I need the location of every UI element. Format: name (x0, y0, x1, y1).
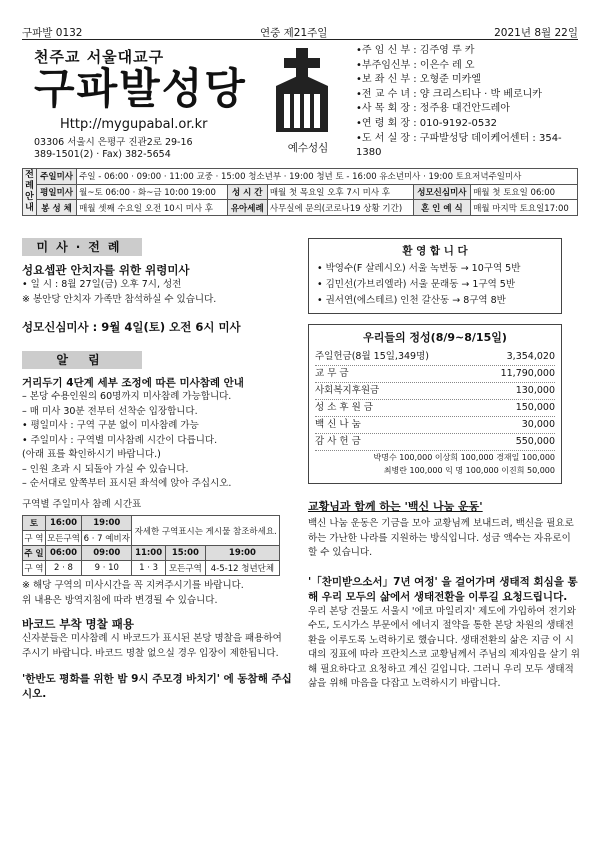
mass-section-title: 미사·전례 (22, 238, 142, 256)
offering-row (315, 434, 555, 451)
sched-value: 월~토 06:00 · 화~금 10:00 19:00 (77, 184, 228, 200)
parish-name: 구파발성당 (34, 64, 247, 113)
top-bar (22, 24, 578, 40)
sacred-heart-logo (270, 46, 346, 156)
zone-cell: 4-5-12 청년단체 (205, 561, 279, 576)
parish-url[interactable]: Http://mygupabal.or.kr (60, 117, 208, 132)
masthead (22, 42, 578, 164)
distancing-line: (아래 표를 확인하시기 바랍니다.) (22, 449, 161, 460)
welcome-item: • 권서연(에스테르) 인천 갈산동 → 8구역 8반 (317, 295, 506, 306)
offering-row (315, 383, 555, 400)
distancing-line: • 평일미사 : 구역 구분 없이 미사참례 가능 (22, 420, 199, 431)
zone-cell: 11:00 (132, 546, 166, 561)
zone-cell: 15:00 (165, 546, 205, 561)
sched-value: 매월 첫 목요일 오후 7시 미사 후 (267, 184, 413, 200)
diocese-subtitle: 천주교 서울대교구 (34, 48, 165, 66)
ecology-heading: '「찬미받으소서」7년 여정' 을 걸어가며 생태적 회심을 통해 우리 모두의 삶에서 생태전환을 이루길 요청드립니다. (308, 575, 578, 603)
vaccine-heading: 교황님과 함께 하는 '백신 나눔 운동' (308, 500, 483, 513)
offering-label: 사회복지후원금 (315, 385, 380, 396)
zone-cell: 9 · 10 (82, 561, 132, 576)
sched-label: 혼 인 예 식 (413, 200, 471, 216)
offering-amount: 130,000 (515, 385, 555, 396)
offering-amount: 150,000 (515, 402, 555, 413)
parish-address (34, 137, 193, 161)
issue-number: 구파발 0132 (22, 27, 83, 39)
marian-mass-heading: 성모신심미사 : 9월 4일(토) 오전 6시 미사 (22, 320, 241, 334)
offering-amount: 11,790,000 (500, 368, 555, 379)
offering-box (308, 324, 562, 484)
distancing-heading: 거리두기 4단계 세부 조정에 따른 미사참례 안내 (22, 377, 244, 389)
offering-label: 감 사 헌 금 (315, 436, 361, 447)
zone-schedule-table (22, 515, 280, 576)
staff-item: • 보 좌 신 부 : 오형준 미카엘 (356, 73, 578, 88)
zone-cell: 09:00 (82, 546, 132, 561)
sched-label: 성 시 간 (227, 184, 267, 200)
staff-item: • 주 임 신 부 : 김주영 루 카 (356, 44, 578, 59)
zone-cell: 2 · 8 (45, 561, 81, 576)
offering-label: 교 무 금 (315, 368, 349, 379)
offering-row (315, 400, 555, 417)
welcome-title: 환 영 합 니 다 (402, 245, 468, 257)
phone-line: 389-1501(2) · Fax) 382-5654 (34, 149, 171, 160)
welcome-box (308, 238, 562, 314)
zone-cell: 구 역 (23, 561, 46, 576)
zone-cell: 16:00 (45, 516, 81, 531)
notice-section-title: 알 림 (22, 351, 142, 369)
sched-label: 주일미사 (37, 169, 77, 185)
zone-cell: 토 (23, 516, 46, 531)
zone-cell: 모든구역 (165, 561, 205, 576)
vaccine-text: 백신 나눔 운동은 기금을 모아 교황님께 보내드려, 백신을 필요로 하는 가난한 나라를 지원하는 방식입니다. 성금 액수는 자유로이 할 수 있습니다. (308, 518, 574, 558)
distancing-line: – 순서대로 앞쪽부터 표시된 좌석에 앉아 주십시오. (22, 478, 232, 489)
barcode-text: 신자분들은 미사참례 시 바코드가 표시된 본당 명찰을 패용하여 주시기 바랍니다. 바코드 명찰 없으실 경우 입장이 제한됩니다. (22, 633, 282, 659)
ecology-text: 우리 본당 건물도 서울시 '에코 마일리지' 제도에 가입하여 전기와 수도, 도시가스 부문에서 에너지 절약을 통한 본당 차원의 생태전환을 이루도록 노력하기로 했습니다. 생태전환의 삶은 지금 이 시대의 징표에 따라 프란치스코 교황님께서 주님의 제자임을 살기 위해 필요하다고 요청하고 계신 길입니다. 그러니 우리 모두 생태적 삶을 위해 마음을 다잡고 노력하시기 바랍니다. (308, 605, 580, 689)
sched-label: 성모신심미사 (413, 184, 471, 200)
zone-cell: 06:00 (45, 546, 81, 561)
offering-label: 주일헌금(8월 15일,349명) (315, 351, 429, 362)
distancing-line: – 매 미사 30분 전부터 선착순 입장합니다. (22, 405, 198, 417)
zone-note-2: 위 내용은 방역지침에 따라 변경될 수 있습니다. (22, 594, 218, 606)
staff-item: • 전 교 수 녀 : 양 크리스티나 · 박 베로니카 (356, 88, 578, 103)
staff-list (356, 44, 578, 161)
staff-item: • 연 령 회 장 : 010-9192-0532 (356, 117, 578, 132)
offering-row (315, 349, 555, 366)
zone-cell: 1 · 3 (132, 561, 166, 576)
staff-item: • 도 서 실 장 : 구파발성당 데이케어센터 : 354-1380 (356, 132, 578, 161)
sched-label: 봉 성 체 (37, 200, 77, 216)
sched-value: 사무실에 문의(코로나19 상황 기간) (267, 200, 413, 216)
welcome-item: • 박영수(F 살레시오) 서울 녹번동 → 10구역 5반 (317, 263, 521, 274)
zone-cell: 6 · 7 예비자 (82, 531, 132, 546)
donor-line: 최병란 100,000 익 명 100,000 이진희 50,000 (383, 466, 555, 475)
liturgical-week: 연중 제21주일 (260, 27, 328, 39)
church-cross-icon (270, 46, 334, 134)
memorial-mass-heading: 성요셉관 안치자를 위한 위령미사 (22, 263, 190, 277)
left-column (22, 238, 292, 701)
sched-value: 매월 마지막 토요일17:00 (471, 200, 578, 216)
zone-cell: 주 일 (23, 546, 46, 561)
offering-amount: 3,354,020 (506, 351, 555, 362)
staff-item: • 부주임신부 : 이은수 레 오 (356, 59, 578, 74)
sched-label: 평일미사 (37, 184, 77, 200)
schedule-vertical-label: 전례안내 (23, 169, 37, 216)
memorial-mass-note: ※ 봉안당 안치자 가족만 참석하실 수 있습니다. (22, 293, 217, 305)
sched-value: 주일 - 06:00 · 09:00 · 11:00 교중 · 15:00 청소년부 · 19:00 청년 토 - 16:00 유소년미사 · 19:00 토요저녁주일미사 (77, 169, 578, 185)
zone-cell: 모든구역 (45, 531, 81, 546)
donor-line: 박명수 100,000 이상희 100,000 경재일 100,000 (373, 453, 555, 462)
zone-note-cell: 자세한 구역표시는 게시물 참조하세요. (132, 516, 280, 546)
bulletin-date: 2021년 8월 22일 (494, 27, 578, 39)
sched-value: 매월 셋째 수요일 오전 10시 미사 후 (77, 200, 228, 216)
barcode-heading: 바코드 부착 명찰 패용 (22, 617, 134, 631)
right-column (308, 238, 580, 692)
peace-prayer-heading: '한반도 평화를 위한 밤 9시 주모경 바치기' 에 동참해 주십시오. (22, 673, 292, 700)
distancing-line: • 주일미사 : 구역별 미사참례 시간이 다릅니다. (22, 434, 218, 446)
welcome-item: • 김민선(가브리엘라) 서울 문래동 → 1구역 5반 (317, 279, 516, 290)
address-line: 03306 서울시 은평구 진관2로 29-16 (34, 137, 193, 148)
zone-cell: 구 역 (23, 531, 46, 546)
zone-cell: 19:00 (205, 546, 279, 561)
distancing-line: – 인원 초과 시 되돌아 가실 수 있습니다. (22, 463, 189, 475)
distancing-line: – 본당 수용인원의 60명까지 미사참례 가능합니다. (22, 391, 232, 402)
logo-caption: 예수성심 (287, 142, 329, 154)
offering-label: 성 소 후 원 금 (315, 402, 373, 413)
offering-label: 백 신 나 눔 (315, 419, 361, 430)
zone-note-1: ※ 해당 구역의 미사시간을 꼭 지켜주시기를 바랍니다. (22, 580, 244, 591)
zone-cell: 19:00 (82, 516, 132, 531)
offering-title: 우리들의 정성(8/9~8/15일) (363, 331, 507, 344)
sched-value: 매월 첫 토요일 06:00 (471, 184, 578, 200)
liturgy-schedule-table (22, 168, 578, 216)
zone-table-caption: 구역별 주일미사 참례 시간표 (22, 498, 142, 510)
offering-row (315, 366, 555, 383)
offering-amount: 30,000 (521, 419, 555, 430)
sched-label: 유아세례 (227, 200, 267, 216)
memorial-mass-time: • 일 시 : 8월 27일(금) 오후 7시, 성전 (22, 279, 182, 290)
offering-amount: 550,000 (515, 436, 555, 447)
staff-item: • 사 목 회 장 : 정주용 대건안드레아 (356, 102, 578, 117)
offering-row (315, 417, 555, 434)
